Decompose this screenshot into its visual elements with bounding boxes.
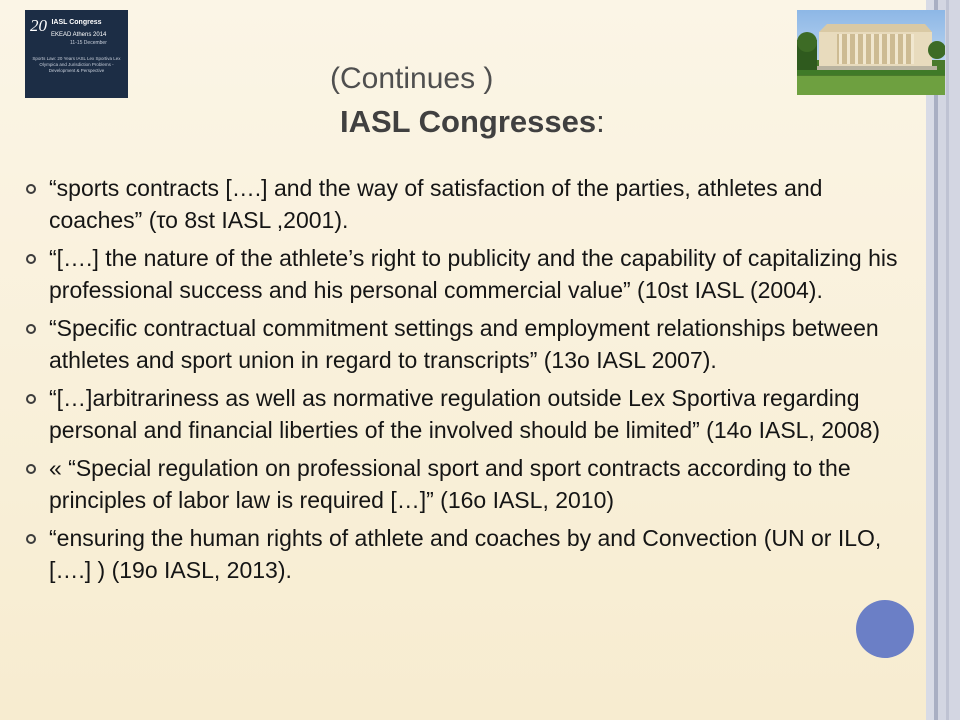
slide-title [340, 104, 605, 140]
building-photo [797, 10, 945, 95]
building-photo-image [797, 10, 945, 95]
decorative-circle [856, 600, 914, 658]
bullet-marker-icon [26, 324, 36, 334]
bullet-text: “[….] the nature of the athlete’s right to publicity and the capability of capitalizing his professional success and his personal commercial value” (10st IASL (2004). [49, 245, 898, 303]
decorative-stripe [938, 0, 960, 720]
logo-line2: EKEAD Athens 2014 [51, 32, 107, 38]
logo-dates: 11-15 December [70, 40, 107, 46]
bullet-text: « “Special regulation on professional sport and sport contracts according to the principles of labor law is required […]” (16o IASL, 2010) [49, 455, 851, 513]
bullet-item [0, 452, 910, 516]
bullet-marker-icon [26, 184, 36, 194]
bullet-item [0, 382, 910, 446]
bullet-list [0, 172, 910, 586]
bullet-item [0, 312, 910, 376]
logo-tagline: Sports Law: 20 Years IASL Lex Sportiva Lex Olympica and Jurisdiction Problems - Development & Perspective [32, 56, 121, 73]
slide-title-colon: : [596, 104, 605, 139]
congress-logo [25, 10, 128, 98]
bullet-text: “ensuring the human rights of athlete and coaches by and Convection (UN or ILO, [….] ) (19o IASL, 2013). [49, 525, 882, 583]
bullet-marker-icon [26, 464, 36, 474]
bullet-text: “sports contracts [….] and the way of satisfaction of the parties, athletes and coaches” (το 8st IASL ,2001). [49, 175, 823, 233]
bullet-marker-icon [26, 394, 36, 404]
bullet-marker-icon [26, 534, 36, 544]
bullet-marker-icon [26, 254, 36, 264]
logo-number: 20 [30, 16, 47, 35]
bullet-item [0, 172, 910, 236]
decorative-stripe [926, 0, 934, 720]
decorative-stripe [946, 0, 949, 720]
logo-line1: IASL Congress [51, 19, 102, 26]
bullet-text: “Specific contractual commitment settings and employment relationships between athletes and sport union in regard to transcripts” (13o IASL 2007). [49, 315, 879, 373]
slide-subtitle: (Continues ) [330, 62, 494, 95]
bullet-item [0, 242, 910, 306]
bullet-item [0, 522, 910, 586]
bullet-text: “[…]arbitrariness as well as normative regulation outside Lex Sportiva regarding personal and financial liberties of the involved should be limited” (14o IASL, 2008) [49, 385, 881, 443]
slide-title-text: IASL Congresses [340, 104, 597, 139]
